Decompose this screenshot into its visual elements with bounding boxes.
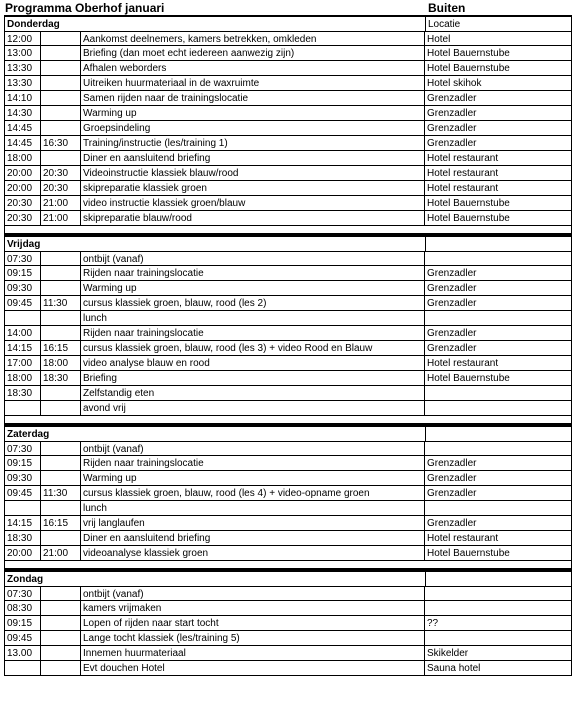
start-time-cell: 09:15 xyxy=(4,456,40,471)
activity-cell: Rijden naar trainingslocatie xyxy=(80,456,424,471)
activity-cell: Zelfstandig eten xyxy=(80,386,424,401)
schedule-row xyxy=(4,196,572,211)
start-time-cell: 08:30 xyxy=(4,601,40,616)
location-cell: Skikelder xyxy=(424,646,572,661)
end-time-cell xyxy=(40,121,80,136)
schedule-row xyxy=(4,61,572,76)
day-section-vrijdag xyxy=(4,226,572,416)
location-cell: ?? xyxy=(424,616,572,631)
end-time-cell xyxy=(40,456,80,471)
activity-cell: Warming up xyxy=(80,106,424,121)
start-time-cell: 09:30 xyxy=(4,471,40,486)
start-time-cell: 12:00 xyxy=(4,31,40,46)
activity-cell: Warming up xyxy=(80,281,424,296)
location-cell: Hotel Bauernstube xyxy=(424,46,572,61)
location-cell: Grenzadler xyxy=(424,296,572,311)
activity-cell: Lange tocht klassiek (les/training 5) xyxy=(80,631,424,646)
end-time-cell xyxy=(40,31,80,46)
start-time-cell: 18:30 xyxy=(4,386,40,401)
schedule-row xyxy=(4,31,572,46)
start-time-cell: 20:00 xyxy=(4,181,40,196)
schedule-row xyxy=(4,76,572,91)
sections-container xyxy=(4,16,572,676)
location-cell: Hotel xyxy=(424,31,572,46)
day-header-row xyxy=(4,571,572,586)
section-spacer xyxy=(4,416,572,423)
location-cell xyxy=(424,251,572,266)
start-time-cell: 09:30 xyxy=(4,281,40,296)
section-spacer xyxy=(4,561,572,568)
location-cell: Hotel restaurant xyxy=(424,151,572,166)
location-cell: Sauna hotel xyxy=(424,661,572,676)
start-time-cell: 13:30 xyxy=(4,76,40,91)
start-time-cell: 14:15 xyxy=(4,341,40,356)
start-time-cell: 18:00 xyxy=(4,371,40,386)
start-time-cell: 13.00 xyxy=(4,646,40,661)
schedule-sheet xyxy=(4,0,572,676)
end-time-cell: 18:30 xyxy=(40,371,80,386)
schedule-row xyxy=(4,646,572,661)
start-time-cell: 17:00 xyxy=(4,356,40,371)
schedule-row xyxy=(4,441,572,456)
location-cell: Grenzadler xyxy=(424,136,572,151)
location-cell: Grenzadler xyxy=(424,341,572,356)
schedule-row xyxy=(4,181,572,196)
day-title: Zondag xyxy=(7,574,44,585)
activity-cell: Lopen of rijden naar start tocht xyxy=(80,616,424,631)
end-time-cell xyxy=(40,251,80,266)
end-time-cell xyxy=(40,441,80,456)
start-time-cell xyxy=(4,311,40,326)
page-title: Programma Oberhof januari xyxy=(5,1,165,15)
activity-cell: kamers vrijmaken xyxy=(80,601,424,616)
activity-cell: Briefing xyxy=(80,371,424,386)
end-time-cell xyxy=(40,106,80,121)
section-spacer xyxy=(4,226,572,233)
location-header xyxy=(425,237,573,252)
start-time-cell: 20:00 xyxy=(4,546,40,561)
schedule-row xyxy=(4,91,572,106)
end-time-cell xyxy=(40,311,80,326)
activity-cell: Videoinstructie klassiek blauw/rood xyxy=(80,166,424,181)
end-time-cell xyxy=(40,646,80,661)
schedule-row xyxy=(4,401,572,416)
start-time-cell xyxy=(4,401,40,416)
end-time-cell xyxy=(40,661,80,676)
schedule-row xyxy=(4,386,572,401)
end-time-cell: 16:30 xyxy=(40,136,80,151)
location-cell: Grenzadler xyxy=(424,281,572,296)
end-time-cell: 16:15 xyxy=(40,516,80,531)
end-time-cell xyxy=(40,91,80,106)
location-cell xyxy=(424,401,572,416)
activity-cell: Briefing (dan moet echt iedereen aanwezig zijn) xyxy=(80,46,424,61)
start-time-cell: 20:30 xyxy=(4,211,40,226)
end-time-cell xyxy=(40,586,80,601)
day-title: Vrijdag xyxy=(7,239,41,250)
start-time-cell: 18:00 xyxy=(4,151,40,166)
end-time-cell xyxy=(40,401,80,416)
day-header-row xyxy=(4,426,572,441)
location-cell xyxy=(424,586,572,601)
end-time-cell xyxy=(40,601,80,616)
location-cell xyxy=(424,311,572,326)
location-header xyxy=(425,572,573,587)
activity-cell: Evt douchen Hotel xyxy=(80,661,424,676)
activity-cell: ontbijt (vanaf) xyxy=(80,586,424,601)
schedule-row xyxy=(4,166,572,181)
schedule-row xyxy=(4,501,572,516)
end-time-cell: 21:00 xyxy=(40,196,80,211)
end-time-cell xyxy=(40,281,80,296)
schedule-row xyxy=(4,281,572,296)
schedule-row xyxy=(4,601,572,616)
schedule-row xyxy=(4,266,572,281)
schedule-row xyxy=(4,616,572,631)
activity-cell: Rijden naar trainingslocatie xyxy=(80,266,424,281)
schedule-row xyxy=(4,326,572,341)
start-time-cell: 13:30 xyxy=(4,61,40,76)
end-time-cell: 20:30 xyxy=(40,166,80,181)
schedule-row xyxy=(4,456,572,471)
location-cell: Hotel Bauernstube xyxy=(424,211,572,226)
location-cell: Hotel skihok xyxy=(424,76,572,91)
day-title: Zaterdag xyxy=(7,429,50,440)
end-time-cell: 18:00 xyxy=(40,356,80,371)
schedule-row xyxy=(4,486,572,501)
location-cell: Hotel Bauernstube xyxy=(424,546,572,561)
day-section-zaterdag xyxy=(4,416,572,561)
start-time-cell: 09:45 xyxy=(4,486,40,501)
activity-cell: Warming up xyxy=(80,471,424,486)
schedule-row xyxy=(4,631,572,646)
activity-cell: Diner en aansluitend briefing xyxy=(80,151,424,166)
schedule-row xyxy=(4,546,572,561)
day-title: Donderdag xyxy=(7,19,60,30)
location-cell: Hotel restaurant xyxy=(424,181,572,196)
end-time-cell xyxy=(40,326,80,341)
location-cell xyxy=(424,441,572,456)
start-time-cell xyxy=(4,501,40,516)
activity-cell: cursus klassiek groen, blauw, rood (les 2) xyxy=(80,296,424,311)
activity-cell: Diner en aansluitend briefing xyxy=(80,531,424,546)
location-header xyxy=(425,427,573,442)
start-time-cell: 14:30 xyxy=(4,106,40,121)
activity-cell: vrij langlaufen xyxy=(80,516,424,531)
activity-cell: ontbijt (vanaf) xyxy=(80,251,424,266)
end-time-cell: 16:15 xyxy=(40,341,80,356)
end-time-cell xyxy=(40,471,80,486)
end-time-cell xyxy=(40,76,80,91)
start-time-cell: 09:45 xyxy=(4,631,40,646)
schedule-row xyxy=(4,136,572,151)
schedule-row xyxy=(4,106,572,121)
location-cell: Hotel restaurant xyxy=(424,356,572,371)
location-cell: Hotel restaurant xyxy=(424,166,572,181)
location-cell: Grenzadler xyxy=(424,326,572,341)
activity-cell: avond vrij xyxy=(80,401,424,416)
schedule-row xyxy=(4,341,572,356)
activity-cell: lunch xyxy=(80,311,424,326)
end-time-cell: 11:30 xyxy=(40,296,80,311)
start-time-cell: 09:45 xyxy=(4,296,40,311)
start-time-cell: 14:45 xyxy=(4,121,40,136)
start-time-cell: 07:30 xyxy=(4,441,40,456)
location-cell xyxy=(424,501,572,516)
end-time-cell xyxy=(40,501,80,516)
activity-cell: video instructie klassiek groen/blauw xyxy=(80,196,424,211)
schedule-row xyxy=(4,516,572,531)
day-section-zondag xyxy=(4,561,572,676)
activity-cell: cursus klassiek groen, blauw, rood (les 4) + video-opname groen xyxy=(80,486,424,501)
schedule-row xyxy=(4,211,572,226)
end-time-cell xyxy=(40,151,80,166)
schedule-row xyxy=(4,46,572,61)
activity-cell: Uitreiken huurmateriaal in de waxruimte xyxy=(80,76,424,91)
start-time-cell: 14:15 xyxy=(4,516,40,531)
day-header-row xyxy=(4,236,572,251)
start-time-cell: 07:30 xyxy=(4,586,40,601)
location-cell: Grenzadler xyxy=(424,456,572,471)
start-time-cell: 09:15 xyxy=(4,266,40,281)
location-cell: Grenzadler xyxy=(424,516,572,531)
title-bar xyxy=(4,0,572,16)
start-time-cell: 14:00 xyxy=(4,326,40,341)
activity-cell: Training/instructie (les/training 1) xyxy=(80,136,424,151)
schedule-row xyxy=(4,661,572,676)
location-cell: Hotel Bauernstube xyxy=(424,371,572,386)
end-time-cell: 21:00 xyxy=(40,211,80,226)
start-time-cell xyxy=(4,661,40,676)
activity-cell: Groepsindeling xyxy=(80,121,424,136)
schedule-row xyxy=(4,121,572,136)
location-cell: Hotel restaurant xyxy=(424,531,572,546)
activity-cell: Samen rijden naar de trainingslocatie xyxy=(80,91,424,106)
activity-cell: Innemen huurmateriaal xyxy=(80,646,424,661)
schedule-row xyxy=(4,251,572,266)
activity-cell: cursus klassiek groen, blauw, rood (les 3) + video Rood en Blauw xyxy=(80,341,424,356)
location-cell: Grenzadler xyxy=(424,486,572,501)
activity-cell: Rijden naar trainingslocatie xyxy=(80,326,424,341)
schedule-row xyxy=(4,151,572,166)
schedule-row xyxy=(4,586,572,601)
schedule-row xyxy=(4,371,572,386)
end-time-cell: 11:30 xyxy=(40,486,80,501)
start-time-cell: 18:30 xyxy=(4,531,40,546)
location-cell: Grenzadler xyxy=(424,91,572,106)
location-cell: Hotel Bauernstube xyxy=(424,196,572,211)
location-cell: Grenzadler xyxy=(424,121,572,136)
activity-cell: skipreparatie blauw/rood xyxy=(80,211,424,226)
end-time-cell xyxy=(40,46,80,61)
day-section-donderdag xyxy=(4,16,572,226)
start-time-cell: 14:45 xyxy=(4,136,40,151)
header-buiten: Buiten xyxy=(428,1,466,15)
location-header: Locatie xyxy=(425,17,573,32)
start-time-cell: 20:00 xyxy=(4,166,40,181)
activity-cell: lunch xyxy=(80,501,424,516)
location-cell xyxy=(424,601,572,616)
activity-cell: ontbijt (vanaf) xyxy=(80,441,424,456)
day-header-row xyxy=(4,16,572,31)
start-time-cell: 14:10 xyxy=(4,91,40,106)
schedule-row xyxy=(4,471,572,486)
start-time-cell: 09:15 xyxy=(4,616,40,631)
start-time-cell: 20:30 xyxy=(4,196,40,211)
end-time-cell xyxy=(40,616,80,631)
location-cell xyxy=(424,631,572,646)
end-time-cell xyxy=(40,266,80,281)
end-time-cell xyxy=(40,386,80,401)
end-time-cell: 20:30 xyxy=(40,181,80,196)
location-cell: Grenzadler xyxy=(424,266,572,281)
schedule-row xyxy=(4,356,572,371)
location-cell: Grenzadler xyxy=(424,471,572,486)
end-time-cell xyxy=(40,531,80,546)
start-time-cell: 07:30 xyxy=(4,251,40,266)
schedule-row xyxy=(4,531,572,546)
end-time-cell xyxy=(40,631,80,646)
schedule-row xyxy=(4,296,572,311)
activity-cell: videoanalyse klassiek groen xyxy=(80,546,424,561)
end-time-cell: 21:00 xyxy=(40,546,80,561)
end-time-cell xyxy=(40,61,80,76)
start-time-cell: 13:00 xyxy=(4,46,40,61)
schedule-row xyxy=(4,311,572,326)
activity-cell: video analyse blauw en rood xyxy=(80,356,424,371)
location-cell: Grenzadler xyxy=(424,106,572,121)
activity-cell: skipreparatie klassiek groen xyxy=(80,181,424,196)
activity-cell: Aankomst deelnemers, kamers betrekken, omkleden xyxy=(80,31,424,46)
location-cell xyxy=(424,386,572,401)
activity-cell: Afhalen weborders xyxy=(80,61,424,76)
location-cell: Hotel Bauernstube xyxy=(424,61,572,76)
